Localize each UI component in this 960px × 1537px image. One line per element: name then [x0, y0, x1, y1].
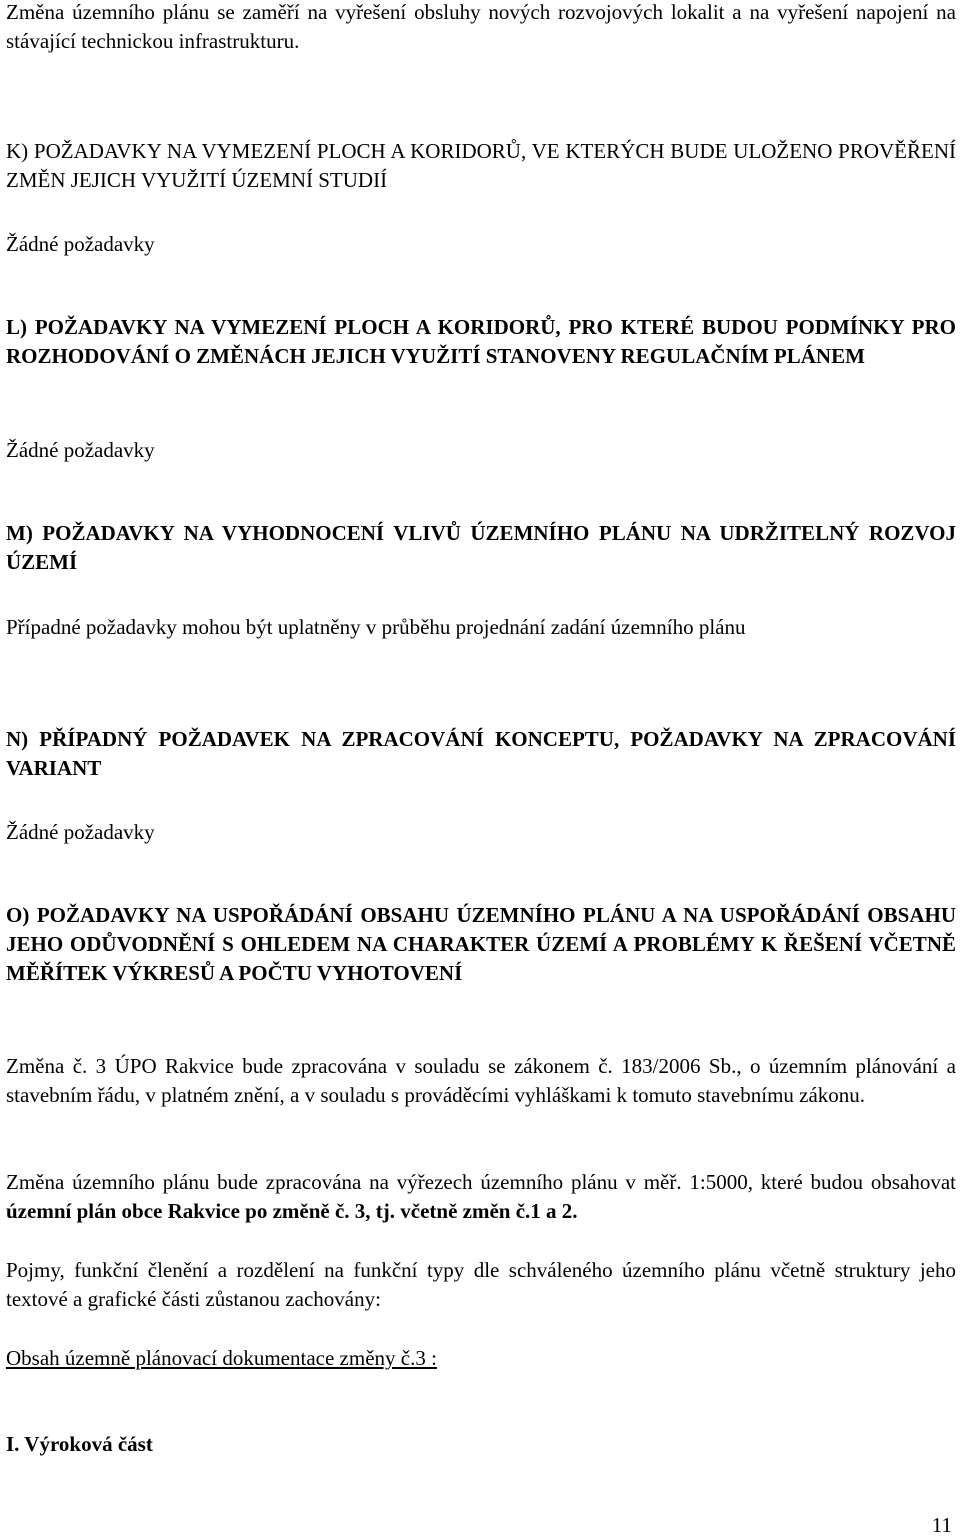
section-k-heading: K) POŽADAVKY NA VYMEZENÍ PLOCH A KORIDORŮ, VE KTERÝCH BUDE ULOŽENO PROVĚŘENÍ ZMĚN JEJICH VYUŽITÍ ÚZEMNÍ STUDIÍ	[6, 139, 956, 192]
section-m-text: Případné požadavky mohou být uplatněny v průběhu projednání zadání územního plánu	[6, 615, 746, 639]
section-n-text: Žádné požadavky	[6, 820, 155, 844]
section-l-text: Žádné požadavky	[6, 438, 155, 462]
section-o-paragraph-1: Změna č. 3 ÚPO Rakvice bude zpracována v souladu se zákonem č. 183/2006 Sb., o územním plánování a stavebním řádu, v platném znění, a v souladu s prováděcími vyhláškami k tomuto stavebnímu zákonu.	[6, 1054, 956, 1107]
page-number: 11	[931, 1513, 952, 1537]
section-o-paragraph-2-bold: územní plán obce Rakvice po změně č. 3, tj. včetně změn č.1 a 2.	[6, 1199, 578, 1223]
section-n-heading: N) PŘÍPADNÝ POŽADAVEK NA ZPRACOVÁNÍ KONCEPTU, POŽADAVKY NA ZPRACOVÁNÍ VARIANT	[6, 727, 956, 780]
section-o-paragraph-3: Pojmy, funkční členění a rozdělení na funkční typy dle schváleného územního plánu včetně struktury jeho textové a grafické části zůstanou zachovány:	[6, 1258, 956, 1311]
section-o-paragraph-2-text: Změna územního plánu bude zpracována na výřezech územního plánu v měř. 1:5000, které budou obsahovat	[6, 1170, 956, 1194]
section-k-text: Žádné požadavky	[6, 232, 155, 256]
intro-paragraph: Změna územního plánu se zaměří na vyřešení obsluhy nových rozvojových lokalit a na vyřešení napojení na stávající technickou infrastrukturu.	[6, 0, 956, 53]
contents-heading	[6, 1344, 956, 1373]
section-m-heading: M) POŽADAVKY NA VYHODNOCENÍ VLIVŮ ÚZEMNÍHO PLÁNU NA UDRŽITELNÝ ROZVOJ ÚZEMÍ	[6, 521, 956, 574]
contents-link: Obsah územně plánovací dokumentace změny č.3 :	[6, 1346, 437, 1370]
section-o-heading: O) POŽADAVKY NA USPOŘÁDÁNÍ OBSAHU ÚZEMNÍHO PLÁNU A NA USPOŘÁDÁNÍ OBSAHU JEHO ODŮVODNĚNÍ S OHLEDEM NA CHARAKTER ÚZEMÍ A PROBLÉMY K ŘEŠENÍ VČETNĚ MĚŘÍTEK VÝKRESŮ A POČTU VYHOTOVENÍ	[6, 903, 956, 985]
part-one-heading: I. Výroková část	[6, 1432, 153, 1456]
section-o-paragraph-2	[6, 1168, 956, 1226]
section-l-heading: L) POŽADAVKY NA VYMEZENÍ PLOCH A KORIDORŮ, PRO KTERÉ BUDOU PODMÍNKY PRO ROZHODOVÁNÍ O ZMĚNÁCH JEJICH VYUŽITÍ STANOVENY REGULAČNÍM PLÁNEM	[6, 315, 956, 368]
